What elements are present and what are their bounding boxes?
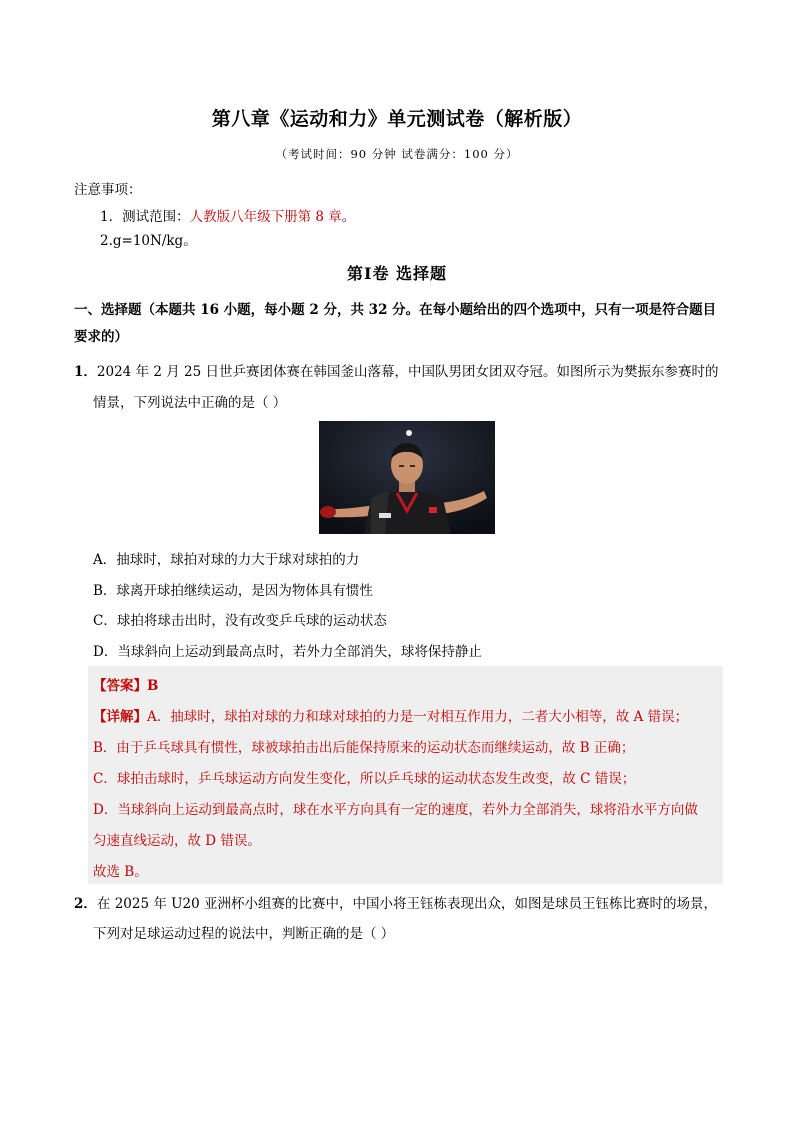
detail-text-1: A．抽球时，球拍对球的力和球对球拍的力是一对相互作用力，二者大小相等，故 A 错误； xyxy=(147,709,689,725)
question-1-option-a: A．抽球时，球拍对球的力大于球对球拍的力 xyxy=(93,552,360,568)
notice-item-2: 2.g=10N/kg。 xyxy=(100,233,197,249)
question-2-line-2: 下列对足球运动过程的说法中，判断正确的是（ ） xyxy=(93,926,395,942)
detail-line-1 xyxy=(93,705,688,725)
detail-conclusion: 故选 B。 xyxy=(93,864,148,880)
notice-item-1-prefix: 1．测试范围： xyxy=(100,209,190,225)
section-title: 第Ⅰ卷 选择题 xyxy=(346,264,448,283)
player-illustration xyxy=(319,421,495,534)
answer-line xyxy=(93,674,158,694)
question-2-line-1 xyxy=(74,892,717,912)
question-1-option-d: D．当球斜向上运动到最高点时，若外力全部消失，球将保持静止 xyxy=(93,644,482,660)
notice-heading: 注意事项： xyxy=(74,182,142,198)
part-instructions-line-1: 一、选择题（本题共 16 小题，每小题 2 分，共 32 分。在每小题给出的四个选项中，只有一项是符合题目 xyxy=(74,302,717,318)
detail-line-3: C．球拍击球时，乒乓球运动方向发生变化，所以乒乓球的运动状态发生改变，故 C 错误； xyxy=(93,771,636,787)
detail-line-2: B．由于乒乓球具有惯性，球被球拍击出后能保持原来的运动状态而继续运动，故 B 正确； xyxy=(93,740,635,756)
notice-item-1 xyxy=(100,205,355,225)
part-instructions-line-2: 要求的） xyxy=(74,329,128,345)
page-title: 第八章《运动和力》单元测试卷（解析版） xyxy=(211,108,583,130)
question-1-line-2: 情景，下列说法中正确的是（ ） xyxy=(93,395,287,411)
notice-item-1-scope: 人教版八年级下册第 8 章 xyxy=(189,209,342,225)
question-1-option-c: C．球拍将球击出时，没有改变乒乓球的运动状态 xyxy=(93,613,387,629)
detail-line-5: 匀速直线运动，故 D 错误。 xyxy=(93,833,261,849)
question-1-stem: 2024 年 2 月 25 日世乒赛团体赛在韩国釜山落幕，中国队男团女团双夺冠。如图所示为樊振东参赛时的 xyxy=(96,364,719,380)
detail-label: 【详解】 xyxy=(93,709,147,725)
answer-label: 【答案】 xyxy=(93,678,147,694)
question-2-stem: 在 2025 年 U20 亚洲杯小组赛的比赛中，中国小将王钰栋表现出众，如图是球员王钰栋比赛时的场景， xyxy=(96,896,717,912)
detail-line-4: D．当球斜向上运动到最高点时，球在水平方向具有一定的速度，若外力全部消失，球将沿水平方向做 xyxy=(93,802,698,818)
question-1-line-1 xyxy=(74,360,719,380)
question-2-number: 2． xyxy=(74,896,97,912)
question-1-option-b: B．球离开球拍继续运动，是因为物体具有惯性 xyxy=(93,583,373,599)
answer-value: B xyxy=(147,678,159,694)
table-tennis-player-photo xyxy=(319,421,495,534)
question-1-number: 1． xyxy=(74,364,97,380)
exam-info: （考试时间：90 分钟 试卷满分：100 分） xyxy=(275,147,519,161)
notice-item-1-suffix: 。 xyxy=(341,209,356,225)
